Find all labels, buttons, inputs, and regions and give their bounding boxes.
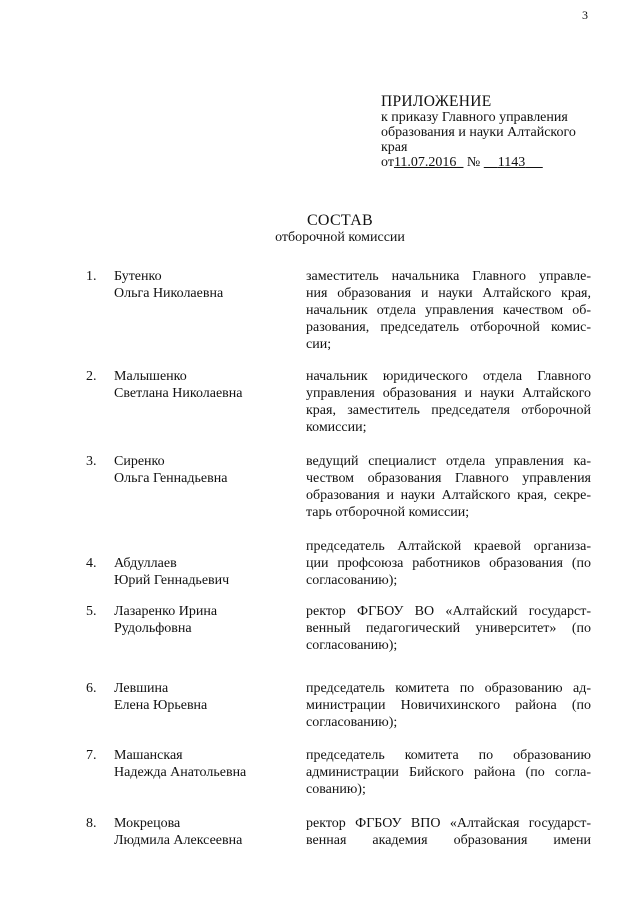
member-role-line: администрации Бийского района (по согла-	[306, 765, 591, 780]
member-name	[114, 555, 294, 589]
appendix-heading: ПРИЛОЖЕНИЕ	[381, 93, 492, 110]
member-name-line: Бутенко	[114, 269, 162, 284]
member-role	[306, 680, 591, 731]
member-name-line: Надежда Анатольевна	[114, 765, 247, 780]
member-name-line: Ольга Николаевна	[114, 286, 224, 301]
member-role	[306, 747, 591, 798]
member-role-line: согласованию);	[306, 638, 398, 653]
member-name-line: Ольга Геннадьевна	[114, 471, 228, 486]
member-role-line: управления образования и науки Алтайского	[306, 386, 591, 401]
member-name-line: Светлана Николаевна	[114, 386, 243, 401]
order-line	[381, 155, 616, 170]
member-role	[306, 368, 591, 436]
order-prefix: от	[381, 155, 394, 170]
member-role	[306, 453, 591, 521]
member-role-line: венный педагогический университет» (по	[306, 621, 591, 636]
member-name	[114, 268, 294, 302]
member-number: 5.	[86, 604, 97, 619]
appendix-line: края	[381, 140, 408, 155]
member-role-line: тарь отборочной комиссии;	[306, 505, 470, 520]
member-role-line: венная академия образования имени	[306, 833, 591, 848]
member-role	[306, 815, 591, 849]
member-role-line: ведущий специалист отдела управления ка-	[306, 454, 591, 469]
appendix-line: образования и науки Алтайского	[381, 125, 576, 140]
member-role-line: председатель комитета по образованию ад-	[306, 681, 591, 696]
member-number: 4.	[86, 556, 97, 571]
member-name	[114, 453, 294, 487]
order-number: 1143	[497, 155, 526, 170]
member-name	[114, 603, 294, 637]
member-number: 3.	[86, 454, 97, 469]
title-sub: отборочной комиссии	[275, 230, 405, 245]
member-role-line: ректор ФГБОУ ВО «Алтайский государст-	[306, 604, 591, 619]
member-role-line: разования, председатель отборочной комис-	[306, 320, 591, 335]
member-role-line: заместитель начальника Главного управле-	[306, 269, 591, 284]
member-role-line: согласованию);	[306, 573, 398, 588]
document-title	[230, 212, 450, 246]
member-role-line: начальник отдела управления качеством об-	[306, 303, 591, 318]
member-number: 1.	[86, 269, 97, 284]
member-name-line: Малышенко	[114, 369, 187, 384]
member-role-line: чеством образования Главного управления	[306, 471, 591, 486]
member-name	[114, 815, 294, 849]
member-name-line: Абдуллаев	[114, 556, 177, 571]
appendix-line: к приказу Главного управления	[381, 110, 568, 125]
member-role	[306, 603, 591, 654]
appendix-block	[381, 93, 616, 170]
member-role-line: ции профсоюза работников образования (по	[306, 556, 591, 571]
member-role	[306, 538, 591, 589]
member-name-line: Мокрецова	[114, 816, 181, 831]
member-name-line: Левшина	[114, 681, 169, 696]
order-number-sign: №	[466, 155, 481, 170]
member-role	[306, 268, 591, 353]
member-role-line: министрации Новичихинского района (по	[306, 698, 591, 713]
member-role-line: комиссии;	[306, 420, 367, 435]
member-role-line: ния образования и науки Алтайского края,	[306, 286, 591, 301]
member-role-line: председатель Алтайской краевой организа-	[306, 539, 591, 554]
title-main: СОСТАВ	[306, 212, 374, 229]
member-role-line: образования и науки Алтайского края, секре-	[306, 488, 591, 503]
order-date: 11.07.2016_	[393, 155, 464, 170]
member-name	[114, 680, 294, 714]
member-role-line: председатель комитета по образованию	[306, 748, 591, 763]
member-name	[114, 368, 294, 402]
member-number: 6.	[86, 681, 97, 696]
member-name-line: Людмила Алексеевна	[114, 833, 243, 848]
member-name-line: Машанская	[114, 748, 183, 763]
member-number: 7.	[86, 748, 97, 763]
member-role-line: сованию);	[306, 782, 366, 797]
member-role-line: сии;	[306, 337, 332, 352]
member-role-line: края, заместитель председателя отборочной	[306, 403, 591, 418]
member-name-line: Сиренко	[114, 454, 165, 469]
member-number: 2.	[86, 369, 97, 384]
member-name-line: Лазаренко Ирина	[114, 604, 218, 619]
page-number: 3	[582, 8, 588, 22]
member-role-line: начальник юридического отдела Главного	[306, 369, 591, 384]
member-name	[114, 747, 294, 781]
member-role-line: согласованию);	[306, 715, 398, 730]
member-role-line: ректор ФГБОУ ВПО «Алтайская государст-	[306, 816, 591, 831]
member-name-line: Елена Юрьевна	[114, 698, 208, 713]
member-name-line: Рудольфовна	[114, 621, 192, 636]
member-name-line: Юрий Геннадьевич	[114, 573, 230, 588]
member-number: 8.	[86, 816, 97, 831]
